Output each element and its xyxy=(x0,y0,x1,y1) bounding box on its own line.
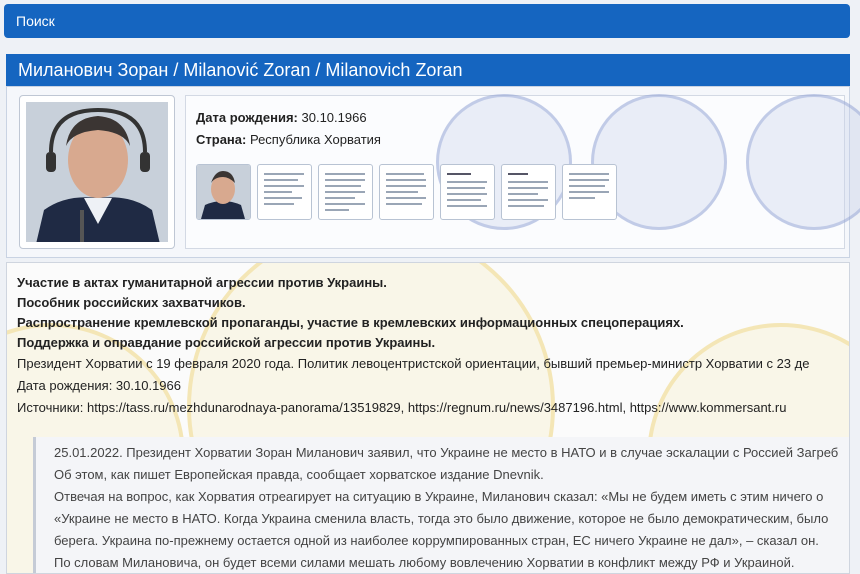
birth-date-value: 30.10.1966 xyxy=(301,110,367,125)
document-thumb-icon[interactable] xyxy=(318,164,373,220)
details-panel xyxy=(6,262,850,574)
profile-photo xyxy=(26,102,168,242)
sources-links[interactable]: Источники: https://tass.ru/mezhdunarodnaya-panorama/13519829, https://regnum.ru/news/3487196.html, https://www.kommersant.ru xyxy=(17,400,787,415)
search-label[interactable]: Поиск xyxy=(16,13,55,29)
document-thumb-icon[interactable] xyxy=(257,164,312,220)
country-row xyxy=(196,132,381,147)
quote-line: 25.01.2022. Президент Хорватии Зоран Миланович заявил, что Украине не место в НАТО и в случае эскалации с Россией Загреб xyxy=(54,445,839,460)
profile-meta xyxy=(185,95,845,249)
quote-line: «Украине не место в НАТО. Когда Украина сменила власть, тогда это было движение, которое не было демократическим, было xyxy=(54,511,829,526)
birth-date-row xyxy=(196,110,367,125)
profile-photo-frame[interactable] xyxy=(19,95,175,249)
quote-line: Об этом, как пишет Европейская правда, сообщает хорватское издание Dnevnik. xyxy=(54,467,544,482)
country-label: Страна: xyxy=(196,132,247,147)
charge-item: Участие в актах гуманитарной агрессии против Украины. xyxy=(17,275,387,290)
page-title: Миланович Зоран / Milanović Zoran / Milanovich Zoran xyxy=(18,60,463,80)
document-thumb-icon[interactable] xyxy=(562,164,617,220)
quote-line: Отвечая на вопрос, как Хорватия отреагирует на ситуацию в Украине, Миланович сказал: «Мы не будем иметь с этим ничего о xyxy=(54,489,824,504)
bio-text: Президент Хорватии с 19 февраля 2020 года. Политик левоцентристской ориентации, бывший премьер-министр Хорватии с 23 де xyxy=(17,356,810,371)
watermark-seal xyxy=(746,94,860,230)
quote-line: берега. Украина по-прежнему остается одной из наиболее коррумпированных стран, ЕС ничего Украине не дал», – сказал он. xyxy=(54,533,819,548)
charge-item: Пособник российских захватчиков. xyxy=(17,295,246,310)
portrait-image xyxy=(26,102,168,242)
birth-date-label: Дата рождения: xyxy=(196,110,298,125)
charge-item: Поддержка и оправдание российской агрессии против Украины. xyxy=(17,335,436,350)
charge-item: Распространение кремлевской пропаганды, участие в кремлевских информационных спецоперациях. xyxy=(17,315,684,330)
profile-title-bar xyxy=(6,54,850,86)
country-value: Республика Хорватия xyxy=(249,132,381,147)
document-thumb-icon[interactable] xyxy=(501,164,556,220)
news-quote-block xyxy=(33,437,850,574)
quote-line: По словам Милановича, он будет всеми силами мешать любому вовлечению Хорватии в конфликт между РФ и Украиной. xyxy=(54,555,795,570)
search-bar[interactable] xyxy=(4,4,850,38)
document-thumb-icon[interactable] xyxy=(440,164,495,220)
document-thumb-icon[interactable] xyxy=(379,164,434,220)
birth-date-text: Дата рождения: 30.10.1966 xyxy=(17,378,181,393)
photo-thumb-icon[interactable] xyxy=(196,164,251,220)
profile-panel xyxy=(6,86,850,258)
